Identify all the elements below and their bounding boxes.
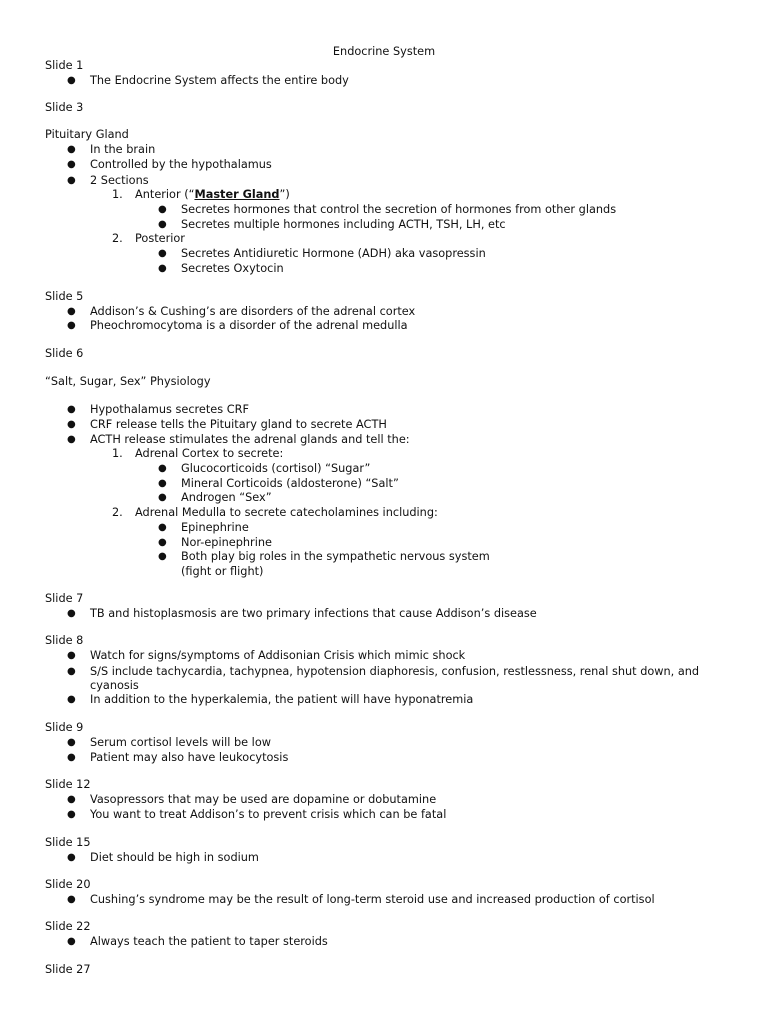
list-number: 2. [112, 506, 123, 519]
bullet-icon: ● [67, 320, 76, 331]
bullet-icon: ● [158, 537, 167, 548]
list-item: Hypothalamus secretes CRF [90, 403, 249, 416]
bullet-icon: ● [67, 650, 76, 661]
list-item-continuation: (fight or flight) [181, 565, 264, 578]
list-item: In the brain [90, 143, 156, 156]
list-item: Epinephrine [181, 521, 249, 534]
posterior-item: Posterior [135, 232, 185, 245]
adrenal-medulla-item: Adrenal Medulla to secrete catecholamines including: [135, 506, 438, 519]
slide-1-heading: Slide 1 [45, 59, 84, 72]
list-number: 1. [112, 447, 123, 460]
list-item: Controlled by the hypothalamus [90, 158, 272, 171]
bullet-icon: ● [67, 666, 76, 677]
bullet-icon: ● [67, 608, 76, 619]
bullet-icon: ● [67, 144, 76, 155]
bullet-icon: ● [67, 694, 76, 705]
bullet-icon: ● [67, 794, 76, 805]
anterior-label-close: ”) [279, 188, 290, 201]
list-item: Androgen “Sex” [181, 491, 272, 504]
list-item: CRF release tells the Pituitary gland to secrete ACTH [90, 418, 387, 431]
list-item: You want to treat Addison’s to prevent crisis which can be fatal [90, 808, 447, 821]
bullet-icon: ● [158, 248, 167, 259]
slide-27-heading: Slide 27 [45, 963, 91, 976]
list-item: Both play big roles in the sympathetic nervous system [181, 550, 490, 563]
slide-12-heading: Slide 12 [45, 778, 91, 791]
bullet-icon: ● [158, 463, 167, 474]
slide-9-heading: Slide 9 [45, 721, 84, 734]
bullet-icon: ● [67, 737, 76, 748]
list-item: S/S include tachycardia, tachypnea, hypotension diaphoresis, confusion, restlessness, renal shut down, and [90, 665, 700, 678]
list-item: Always teach the patient to taper steroids [90, 935, 328, 948]
list-item: TB and histoplasmosis are two primary infections that cause Addison’s disease [90, 607, 537, 620]
list-item: Secretes Antidiuretic Hormone (ADH) aka vasopressin [181, 247, 486, 260]
bullet-icon: ● [67, 434, 76, 445]
pituitary-heading: Pituitary Gland [45, 128, 129, 141]
list-item: Nor-epinephrine [181, 536, 272, 549]
bullet-icon: ● [158, 522, 167, 533]
list-item: Diet should be high in sodium [90, 851, 259, 864]
bullet-icon: ● [67, 419, 76, 430]
list-item: Secretes multiple hormones including ACTH, TSH, LH, etc [181, 218, 506, 231]
bullet-icon: ● [158, 263, 167, 274]
master-gland-emphasis: Master Gland [194, 188, 280, 201]
list-item: The Endocrine System affects the entire body [90, 74, 349, 87]
bullet-icon: ● [67, 852, 76, 863]
bullet-icon: ● [158, 219, 167, 230]
list-item: Addison’s & Cushing’s are disorders of the adrenal cortex [90, 305, 416, 318]
bullet-icon: ● [158, 478, 167, 489]
list-item: In addition to the hyperkalemia, the patient will have hyponatremia [90, 693, 474, 706]
slide-5-heading: Slide 5 [45, 290, 84, 303]
bullet-icon: ● [67, 175, 76, 186]
anterior-item [135, 188, 290, 202]
slide-7-heading: Slide 7 [45, 592, 84, 605]
slide-22-heading: Slide 22 [45, 920, 91, 933]
anterior-label: Anterior (“ [135, 188, 195, 201]
bullet-icon: ● [67, 809, 76, 820]
document-title: Endocrine System [332, 45, 436, 58]
bullet-icon: ● [67, 75, 76, 86]
bullet-icon: ● [67, 936, 76, 947]
bullet-icon: ● [67, 894, 76, 905]
slide-15-heading: Slide 15 [45, 836, 91, 849]
bullet-icon: ● [158, 204, 167, 215]
bullet-icon: ● [67, 752, 76, 763]
adrenal-cortex-item: Adrenal Cortex to secrete: [135, 447, 284, 460]
list-item: Glucocorticoids (cortisol) “Sugar” [181, 462, 371, 475]
slide-3-heading: Slide 3 [45, 101, 84, 114]
bullet-icon: ● [158, 551, 167, 562]
list-number: 2. [112, 232, 123, 245]
list-item: 2 Sections [90, 174, 149, 187]
slide-20-heading: Slide 20 [45, 878, 91, 891]
list-item: Secretes hormones that control the secretion of hormones from other glands [181, 203, 617, 216]
salt-sugar-sex-heading: “Salt, Sugar, Sex” Physiology [45, 375, 211, 388]
bullet-icon: ● [158, 492, 167, 503]
list-item: Watch for signs/symptoms of Addisonian Crisis which mimic shock [90, 649, 466, 662]
list-item: Vasopressors that may be used are dopamine or dobutamine [90, 793, 437, 806]
list-item: Secretes Oxytocin [181, 262, 284, 275]
list-item: ACTH release stimulates the adrenal glands and tell the: [90, 433, 410, 446]
list-item: Patient may also have leukocytosis [90, 751, 289, 764]
list-item-continuation: cyanosis [90, 679, 139, 692]
list-item: Serum cortisol levels will be low [90, 736, 271, 749]
slide-8-heading: Slide 8 [45, 634, 84, 647]
list-item: Mineral Corticoids (aldosterone) “Salt” [181, 477, 399, 490]
list-item: Pheochromocytoma is a disorder of the adrenal medulla [90, 319, 408, 332]
bullet-icon: ● [67, 159, 76, 170]
list-number: 1. [112, 188, 123, 201]
bullet-icon: ● [67, 306, 76, 317]
list-item: Cushing’s syndrome may be the result of long-term steroid use and increased production of cortisol [90, 893, 655, 906]
bullet-icon: ● [67, 404, 76, 415]
slide-6-heading: Slide 6 [45, 347, 84, 360]
